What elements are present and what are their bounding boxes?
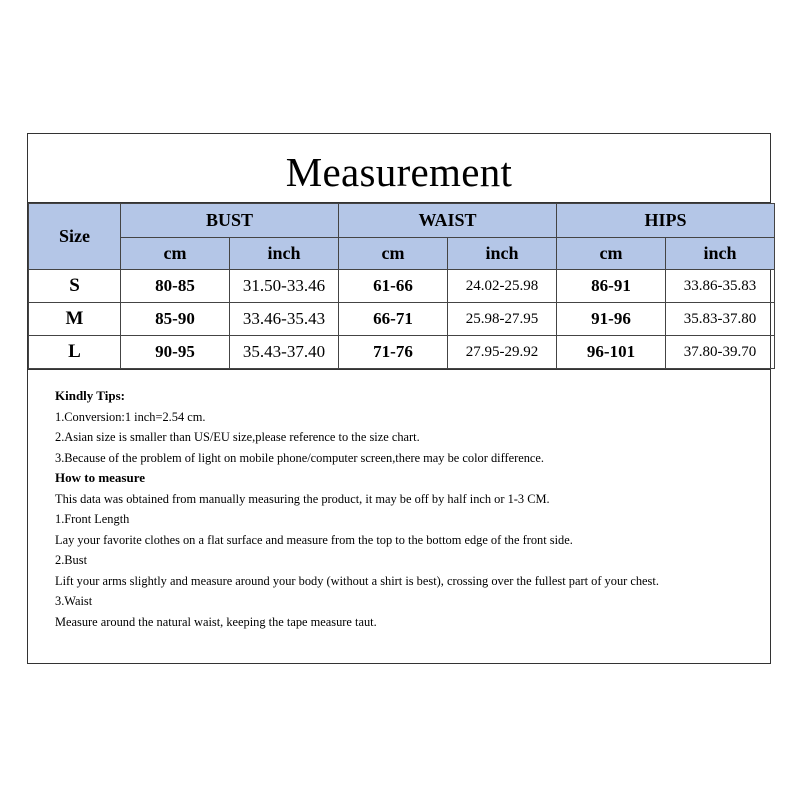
hips-cm-cell: 86-91 xyxy=(557,270,666,303)
hips-inch-cell: 33.86-35.83 xyxy=(666,270,775,303)
waist-group-header: WAIST xyxy=(339,204,557,238)
how-to-measure-heading: How to measure xyxy=(55,470,146,485)
unit-header: inch xyxy=(448,238,557,270)
hips-cm-cell: 96-101 xyxy=(557,336,666,369)
table-row xyxy=(29,303,775,336)
unit-header: inch xyxy=(230,238,339,270)
waist-cm-cell: 71-76 xyxy=(339,336,448,369)
bust-cm-cell: 85-90 xyxy=(121,303,230,336)
tip-item: 3.Because of the problem of light on mobile phone/computer screen,there may be color difference. xyxy=(55,450,545,465)
how-to-line: 3.Waist xyxy=(55,594,93,608)
bust-inch-cell: 35.43-37.40 xyxy=(230,336,339,369)
bust-cm-cell: 80-85 xyxy=(121,270,230,303)
how-to-line: Lift your arms slightly and measure around your body (without a shirt is best), crossing over the fullest part of your chest. xyxy=(55,573,659,588)
unit-header: cm xyxy=(339,238,448,270)
bust-cm-cell: 90-95 xyxy=(121,336,230,369)
how-to-line: Measure around the natural waist, keeping the tape measure taut. xyxy=(55,614,377,629)
tips-section xyxy=(28,369,770,632)
hips-group-header: HIPS xyxy=(557,204,775,238)
waist-inch-cell: 27.95-29.92 xyxy=(448,336,557,369)
size-column-header: Size xyxy=(29,204,121,270)
size-table xyxy=(28,203,775,369)
table-row xyxy=(29,336,775,369)
hips-inch-cell: 37.80-39.70 xyxy=(666,336,775,369)
how-to-line: 2.Bust xyxy=(55,553,88,567)
size-label: S xyxy=(29,270,121,303)
how-to-line: 1.Front Length xyxy=(55,512,130,526)
bust-inch-cell: 33.46-35.43 xyxy=(230,303,339,336)
unit-header: cm xyxy=(557,238,666,270)
kindly-tips-heading: Kindly Tips: xyxy=(55,388,125,403)
bust-inch-cell: 31.50-33.46 xyxy=(230,270,339,303)
hips-cm-cell: 91-96 xyxy=(557,303,666,336)
unit-header: inch xyxy=(666,238,775,270)
unit-header: cm xyxy=(121,238,230,270)
tip-item: 1.Conversion:1 inch=2.54 cm. xyxy=(55,409,206,424)
waist-cm-cell: 61-66 xyxy=(339,270,448,303)
tip-item: 2.Asian size is smaller than US/EU size,please reference to the size chart. xyxy=(55,430,420,444)
hips-inch-cell: 35.83-37.80 xyxy=(666,303,775,336)
size-label: M xyxy=(29,303,121,336)
table-row xyxy=(29,270,775,303)
how-to-line: This data was obtained from manually measuring the product, it may be off by half inch or 1-3 CM. xyxy=(55,491,550,506)
waist-inch-cell: 24.02-25.98 xyxy=(448,270,557,303)
size-label: L xyxy=(29,336,121,369)
waist-cm-cell: 66-71 xyxy=(339,303,448,336)
size-chart-sheet xyxy=(27,133,771,664)
bust-group-header: BUST xyxy=(121,204,339,238)
how-to-line: Lay your favorite clothes on a flat surface and measure from the top to the bottom edge of the front side. xyxy=(55,532,573,547)
page-title: Measurement xyxy=(28,134,770,203)
waist-inch-cell: 25.98-27.95 xyxy=(448,303,557,336)
